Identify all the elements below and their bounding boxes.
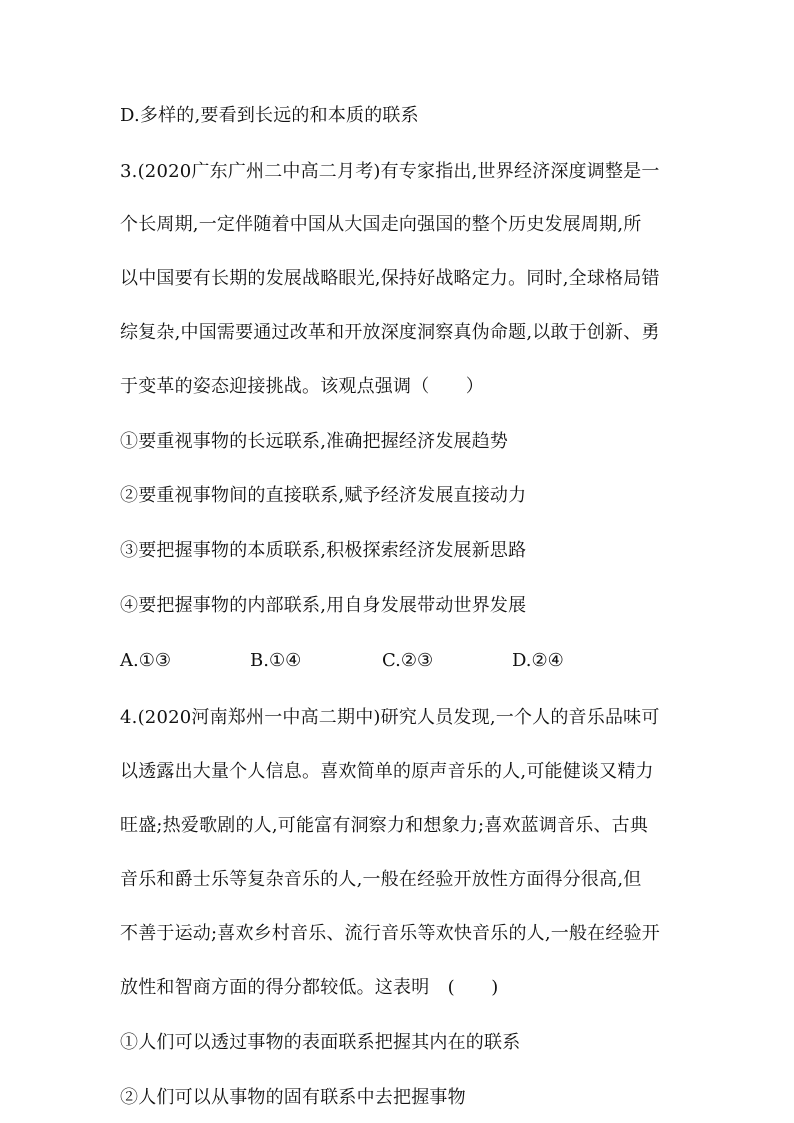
choice-a: A.①③ [120,650,171,671]
question-4-stem-line-6: 放性和智商方面的得分都较低。这表明 ( ) [120,977,499,998]
question-3-statement-3: ③要把握事物的本质联系,积极探索经济发展新思路 [120,540,527,561]
question-3-statement-1: ①要重视事物的长远联系,准确把握经济发展趋势 [120,431,509,452]
question-4-stem-line-5: 不善于运动;喜欢乡村音乐、流行音乐等欢快音乐的人,一般在经验开 [120,923,660,944]
choice-b: B.①④ [250,650,302,671]
question-3-statement-4: ④要把握事物的内部联系,用自身发展带动世界发展 [120,595,527,616]
question-4-stem-line-1: 4.(2020河南郑州一中高二期中)研究人员发现,一个人的音乐品味可 [120,707,660,728]
question-4-statement-2: ②人们可以从事物的固有联系中去把握事物 [120,1087,466,1108]
choice-c: C.②③ [382,650,434,671]
question-3-stem-line-3: 以中国要有长期的发展战略眼光,保持好战略定力。同时,全球格局错 [120,268,660,289]
prev-question-option-d: D.多样的,要看到长远的和本质的联系 [120,105,419,126]
question-3-statement-2: ②要重视事物间的直接联系,赋予经济发展直接动力 [120,485,527,506]
question-3-stem-line-1: 3.(2020广东广州二中高二月考)有专家指出,世界经济深度调整是一 [120,161,660,182]
question-3-stem-line-4: 综复杂,中国需要通过改革和开放深度洞察真伪命题,以敢于创新、勇 [120,322,660,343]
question-4-statement-1: ①人们可以透过事物的表面联系把握其内在的联系 [120,1032,521,1053]
question-3-choices [120,650,680,672]
question-4-stem-line-3: 旺盛;热爱歌剧的人,可能富有洞察力和想象力;喜欢蓝调音乐、古典 [120,815,649,836]
question-3-stem-line-2: 个长周期,一定伴随着中国从大国走向强国的整个历史发展周期,所 [120,214,642,235]
question-3-stem-line-5: 于变革的姿态迎接挑战。该观点强调（ ） [120,376,484,397]
question-4-stem-line-2: 以透露出大量个人信息。喜欢简单的原声音乐的人,可能健谈又精力 [120,761,654,782]
choice-d: D.②④ [512,650,564,671]
question-4-stem-line-4: 音乐和爵士乐等复杂音乐的人,一般在经验开放性方面得分很高,但 [120,869,642,890]
